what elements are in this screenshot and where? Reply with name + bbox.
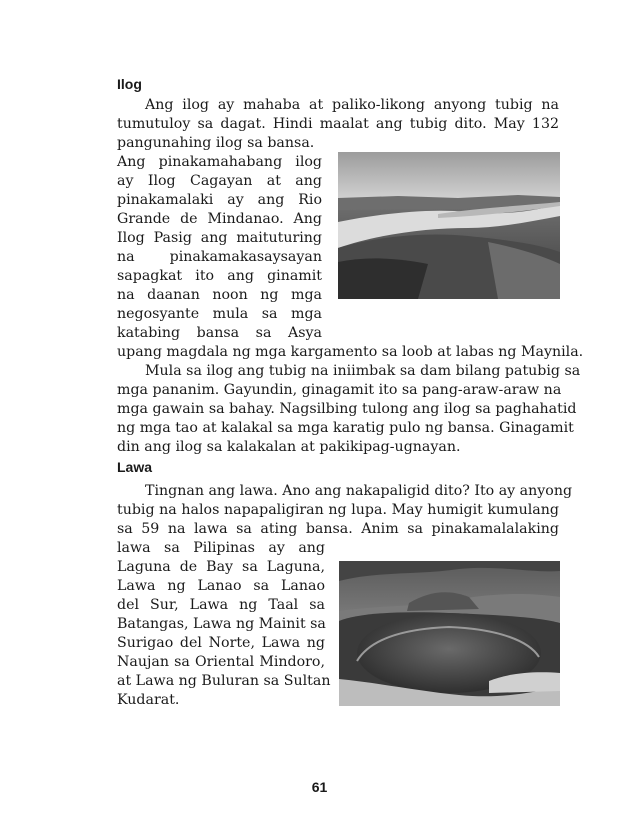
paragraph-line: sapagkat ito ang ginamit bbox=[117, 268, 322, 284]
paragraph-line: lawa sa Pilipinas ay ang bbox=[117, 540, 325, 556]
paragraph-line: mga pananim. Gayundin, ginagamit ito sa pang-araw-araw na bbox=[117, 382, 562, 398]
paragraph-line: Batangas, Lawa ng Mainit sa bbox=[117, 616, 326, 632]
paragraph-line: ay Ilog Cagayan at ang bbox=[117, 173, 322, 189]
paragraph-line: upang magdala ng mga kargamento sa loob at labas ng Maynila. bbox=[117, 344, 584, 360]
paragraph-line: Naujan sa Oriental Mindoro, bbox=[117, 654, 325, 670]
paragraph-line: sa 59 na lawa sa ating bansa. Anim sa pinakamalalaking bbox=[117, 521, 559, 537]
paragraph-line: katabing bansa sa Asya bbox=[117, 325, 322, 341]
paragraph-line: Ang ilog ay mahaba at paliko-likong anyong tubig na bbox=[145, 97, 559, 113]
paragraph-line: Grande de Mindanao. Ang bbox=[117, 211, 322, 227]
section-heading-lawa: Lawa bbox=[117, 459, 153, 475]
section-heading-ilog: Ilog bbox=[117, 76, 142, 92]
paragraph-line: Tingnan ang lawa. Ano ang nakapaligid dito? Ito ay anyong bbox=[145, 483, 573, 499]
paragraph-line: ng mga tao at kalakal sa mga karatig pulo ng bansa. Ginagamit bbox=[117, 420, 574, 436]
paragraph-line: din ang ilog sa kalakalan at pakikipag-ugnayan. bbox=[117, 439, 461, 455]
paragraph-line: Ang pinakamahabang ilog bbox=[117, 154, 322, 170]
crater-lake-illustration bbox=[339, 561, 560, 706]
paragraph-line: negosyante mula sa mga bbox=[117, 306, 322, 322]
lake-photo bbox=[339, 561, 560, 706]
paragraph-line: mga gawain sa bahay. Nagsilbing tulong ang ilog sa paghahatid bbox=[117, 401, 577, 417]
paragraph-line: na daanan noon ng mga bbox=[117, 287, 322, 303]
paragraph-line: pangunahing ilog sa bansa. bbox=[117, 135, 315, 151]
page-number: 61 bbox=[311, 779, 328, 795]
river-photo bbox=[338, 152, 560, 299]
paragraph-line: at Lawa ng Buluran sa Sultan bbox=[117, 673, 331, 689]
paragraph-line: Mula sa ilog ang tubig na iniimbak sa dam bilang patubig sa bbox=[145, 363, 581, 379]
paragraph-line: Ilog Pasig ang maituturing bbox=[117, 230, 322, 246]
paragraph-line: tubig na halos napapaligiran ng lupa. May humigit kumulang bbox=[117, 502, 559, 518]
paragraph-line: Lawa ng Lanao sa Lanao bbox=[117, 578, 325, 594]
paragraph-line: del Sur, Lawa ng Taal sa bbox=[117, 597, 325, 613]
paragraph-line: Laguna de Bay sa Laguna, bbox=[117, 559, 325, 575]
river-landscape-illustration bbox=[338, 152, 560, 299]
paragraph-line: tumutuloy sa dagat. Hindi maalat ang tubig dito. May 132 bbox=[117, 116, 559, 132]
paragraph-line: Surigao del Norte, Lawa ng bbox=[117, 635, 325, 651]
paragraph-line: na pinakamakasaysayan bbox=[117, 249, 322, 265]
paragraph-line: pinakamalaki ay ang Rio bbox=[117, 192, 322, 208]
paragraph-line: Kudarat. bbox=[117, 692, 180, 708]
